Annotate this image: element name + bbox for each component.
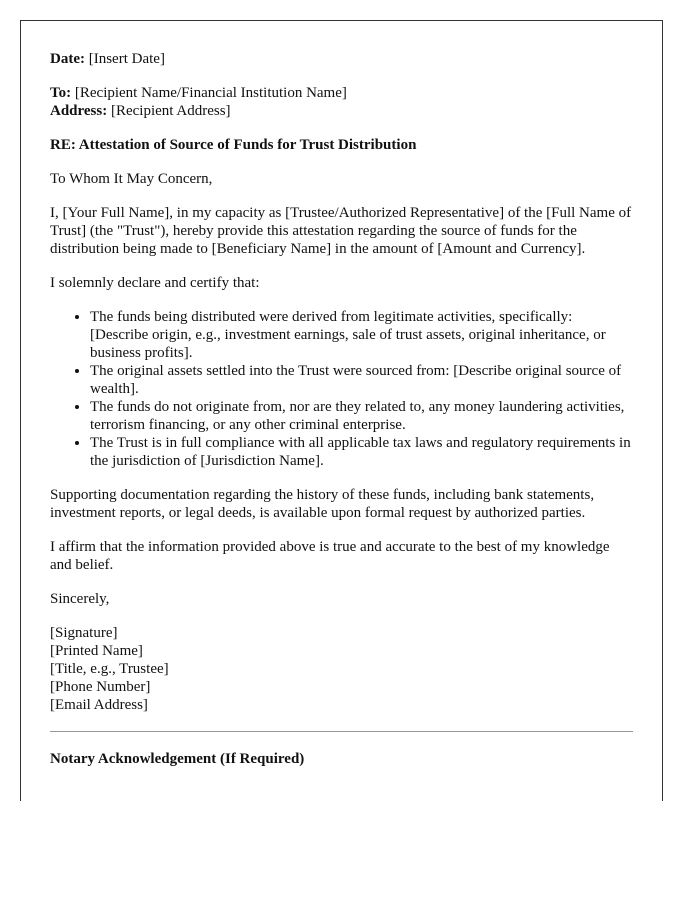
address-label: Address: xyxy=(50,103,108,119)
date-value: [Insert Date] xyxy=(88,51,165,67)
declaration-list xyxy=(50,308,633,470)
date-line xyxy=(50,50,633,68)
divider xyxy=(50,731,633,732)
recipient-block xyxy=(50,84,633,120)
phone-line: [Phone Number] xyxy=(50,679,151,695)
declaration-paragraph: I solemnly declare and certify that: xyxy=(50,275,260,291)
supporting-paragraph: Supporting documentation regarding the history of these funds, including bank statements, investment reports, or legal deeds, is available upon formal request by authorized parties. xyxy=(50,487,595,521)
subject-line xyxy=(50,136,633,154)
signature-line: [Signature] xyxy=(50,625,118,641)
subject-text: RE: Attestation of Source of Funds for Trust Distribution xyxy=(50,137,417,153)
notary-heading: Notary Acknowledgement (If Required) xyxy=(50,751,305,767)
email-line: [Email Address] xyxy=(50,697,148,713)
list-item: • The original assets settled into the Trust were sourced from: [Describe original source of wealth]. xyxy=(90,362,633,398)
closing: Sincerely, xyxy=(50,591,110,607)
printed-name-line: [Printed Name] xyxy=(50,643,143,659)
signature-block xyxy=(50,624,633,714)
affirm-paragraph: I affirm that the information provided above is true and accurate to the best of my knowledge and belief. xyxy=(50,539,610,573)
list-item: • The Trust is in full compliance with all applicable tax laws and regulatory requirements in the jurisdiction of [Jurisdiction Name]. xyxy=(90,434,633,470)
title-line: [Title, e.g., Trustee] xyxy=(50,661,169,677)
salutation: To Whom It May Concern, xyxy=(50,171,213,187)
letter-document xyxy=(20,20,663,801)
intro-paragraph: I, [Your Full Name], in my capacity as [Trustee/Authorized Representative] of the [Full Name of Trust] (the "Trust"), hereby provide this attestation regarding the source of funds for the distribution being made to [Beneficiary Name] in the amount of [Amount and Currency]. xyxy=(50,205,632,257)
list-item: • The funds do not originate from, nor are they related to, any money laundering activities, terrorism financing, or any other criminal enterprise. xyxy=(90,398,633,434)
address-value: [Recipient Address] xyxy=(110,103,231,119)
list-item: • The funds being distributed were derived from legitimate activities, specifically: [Describe origin, e.g., investment earnings, sale of trust assets, original inheritance, or business profits]. xyxy=(90,308,633,362)
to-label: To: xyxy=(50,85,72,101)
to-value: [Recipient Name/Financial Institution Name] xyxy=(74,85,347,101)
date-label: Date: xyxy=(50,51,85,67)
